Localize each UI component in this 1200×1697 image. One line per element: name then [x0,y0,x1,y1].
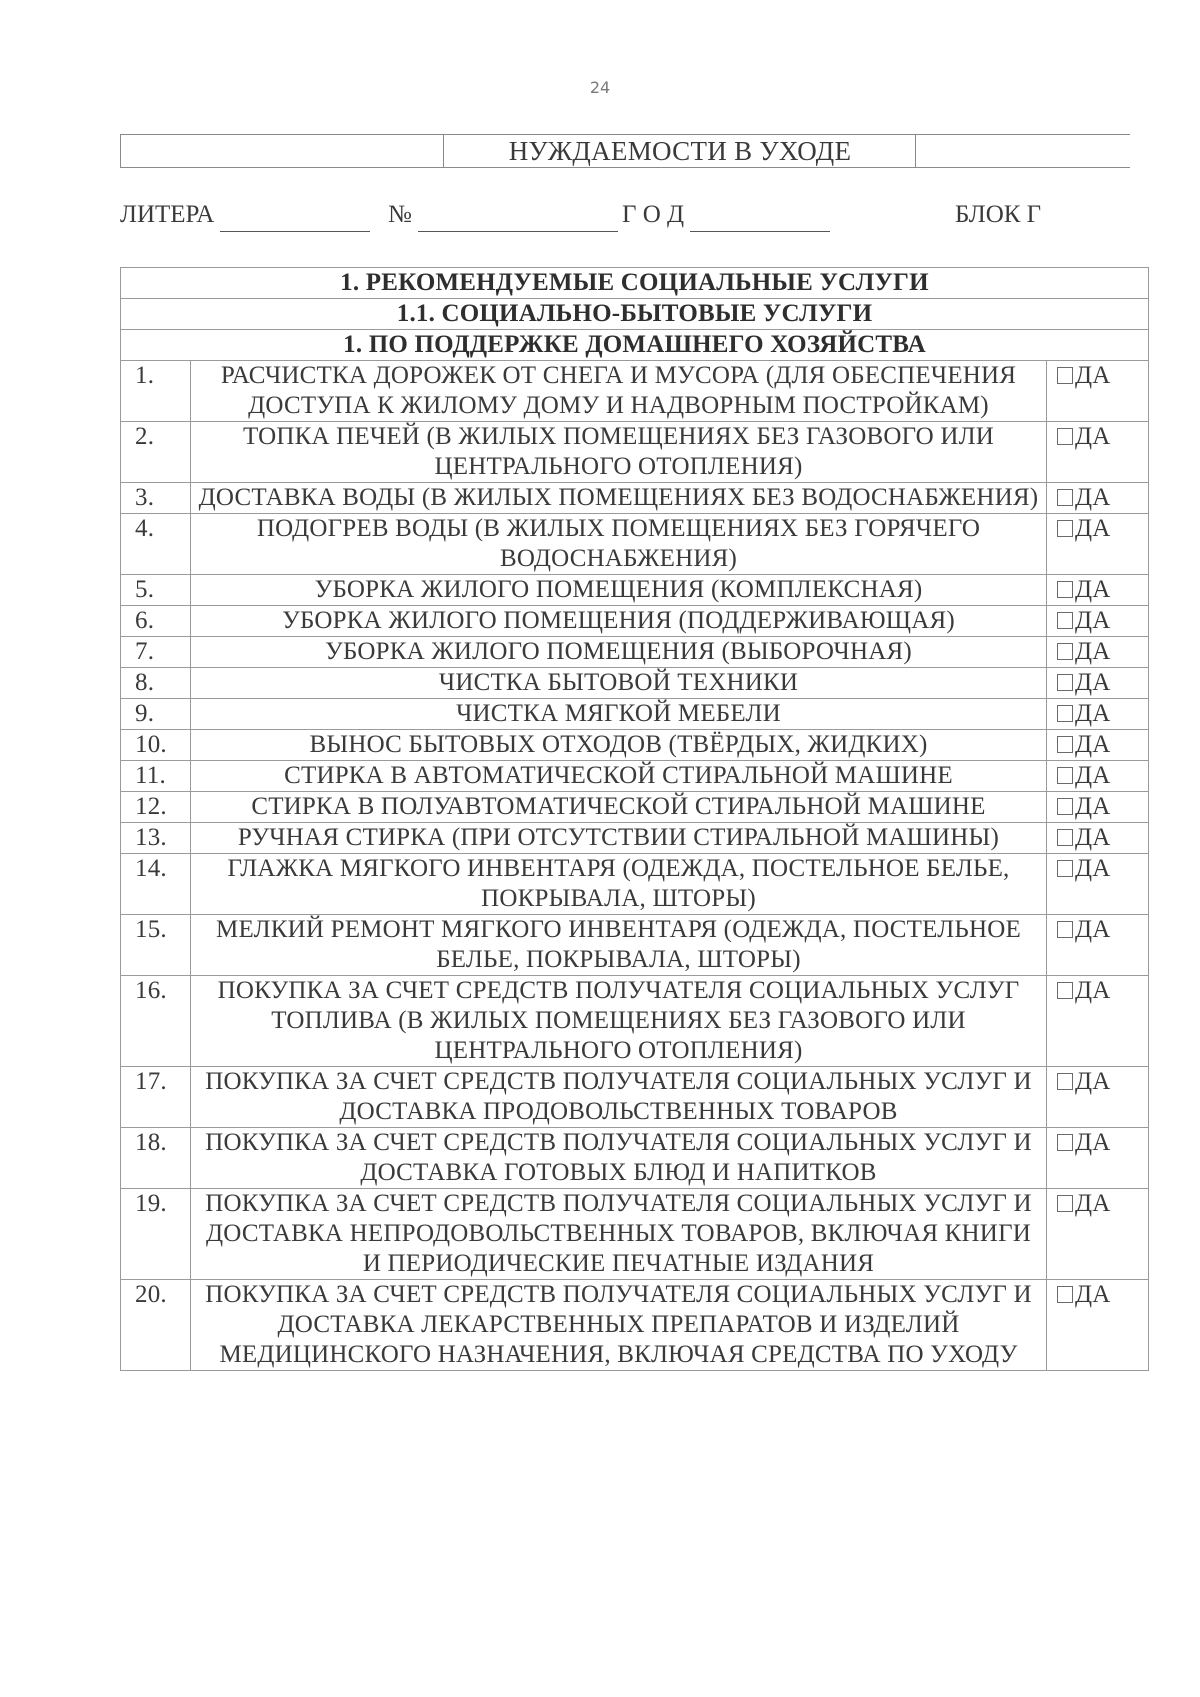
row-number: 19. [121,1189,191,1280]
service-description: ПОКУПКА ЗА СЧЕТ СРЕДСТВ ПОЛУЧАТЕЛЯ СОЦИАЛЬНЫХ УСЛУГ И ДОСТАВКА ЛЕКАРСТВЕННЫХ ПРЕПАРАТОВ И ИЗДЕЛИЙ МЕДИЦИНСКОГО НАЗНАЧЕНИЯ, ВКЛЮЧАЯ СРЕДСТВА ПО УХОДУ [191,1280,1047,1371]
yes-option[interactable] [1047,792,1149,823]
yes-label: ДА [1075,669,1111,696]
yes-checkbox[interactable] [1057,1286,1073,1303]
year-blank[interactable] [690,205,830,232]
table-row [121,730,1149,761]
table-row [121,854,1149,915]
number-label: № [388,201,412,228]
row-number: 16. [121,976,191,1067]
table-group-heading: 1. ПО ПОДДЕРЖКЕ ДОМАШНЕГО ХОЗЯЙСТВА [121,330,1149,361]
yes-option[interactable] [1047,637,1149,668]
table-row [121,1067,1149,1128]
yes-option[interactable] [1047,668,1149,699]
service-description: ПОКУПКА ЗА СЧЕТ СРЕДСТВ ПОЛУЧАТЕЛЯ СОЦИАЛЬНЫХ УСЛУГ И ДОСТАВКА ГОТОВЫХ БЛЮД И НАПИТКОВ [191,1128,1047,1189]
yes-label: ДА [1075,700,1111,727]
yes-checkbox[interactable] [1057,520,1073,537]
header-divider [915,135,916,167]
yes-label: ДА [1075,855,1111,882]
service-description: ЧИСТКА БЫТОВОЙ ТЕХНИКИ [191,668,1047,699]
identification-row [120,198,1130,232]
number-blank[interactable] [418,205,618,232]
table-row [121,792,1149,823]
yes-label: ДА [1075,731,1111,758]
row-number: 11. [121,761,191,792]
row-number: 2. [121,422,191,483]
yes-label: ДА [1075,1129,1111,1156]
yes-label: ДА [1075,1068,1111,1095]
service-description: УБОРКА ЖИЛОГО ПОМЕЩЕНИЯ (ПОДДЕРЖИВАЮЩАЯ) [191,606,1047,637]
yes-checkbox[interactable] [1057,921,1073,938]
service-description: ТОПКА ПЕЧЕЙ (В ЖИЛЫХ ПОМЕЩЕНИЯХ БЕЗ ГАЗОВОГО ИЛИ ЦЕНТРАЛЬНОГО ОТОПЛЕНИЯ) [191,422,1047,483]
row-number: 10. [121,730,191,761]
table-heading-row [121,268,1149,299]
service-description: СТИРКА В АВТОМАТИЧЕСКОЙ СТИРАЛЬНОЙ МАШИНЕ [191,761,1047,792]
yes-option[interactable] [1047,1067,1149,1128]
yes-checkbox[interactable] [1057,705,1073,722]
row-number: 9. [121,699,191,730]
year-field[interactable] [622,198,830,232]
table-row [121,575,1149,606]
table-row [121,699,1149,730]
row-number: 12. [121,792,191,823]
row-number: 17. [121,1067,191,1128]
yes-option[interactable] [1047,699,1149,730]
yes-label: ДА [1075,1190,1111,1217]
yes-checkbox[interactable] [1057,1134,1073,1151]
service-description: ПОКУПКА ЗА СЧЕТ СРЕДСТВ ПОЛУЧАТЕЛЯ СОЦИАЛЬНЫХ УСЛУГ И ДОСТАВКА НЕПРОДОВОЛЬСТВЕННЫХ ТОВАРОВ, ВКЛЮЧАЯ КНИГИ И ПЕРИОДИЧЕСКИЕ ПЕЧАТНЫЕ ИЗДАНИЯ [191,1189,1047,1280]
header-divider [443,135,444,167]
yes-checkbox[interactable] [1057,767,1073,784]
yes-checkbox[interactable] [1057,982,1073,999]
yes-option[interactable] [1047,361,1149,422]
yes-option[interactable] [1047,761,1149,792]
yes-checkbox[interactable] [1057,674,1073,691]
yes-checkbox[interactable] [1057,860,1073,877]
yes-option[interactable] [1047,1280,1149,1371]
table-row [121,483,1149,514]
yes-label: ДА [1075,1281,1111,1308]
yes-label: ДА [1075,362,1111,389]
table-row [121,915,1149,976]
yes-checkbox[interactable] [1057,428,1073,445]
row-number: 5. [121,575,191,606]
yes-option[interactable] [1047,854,1149,915]
yes-label: ДА [1075,793,1111,820]
row-number: 3. [121,483,191,514]
yes-checkbox[interactable] [1057,581,1073,598]
row-number: 13. [121,823,191,854]
litera-label: ЛИТЕРА [120,201,215,228]
yes-label: ДА [1075,423,1111,450]
row-number: 7. [121,637,191,668]
yes-option[interactable] [1047,823,1149,854]
yes-label: ДА [1075,515,1111,542]
row-number: 15. [121,915,191,976]
table-row [121,606,1149,637]
yes-option[interactable] [1047,483,1149,514]
yes-option[interactable] [1047,1128,1149,1189]
table-row [121,1280,1149,1371]
yes-checkbox[interactable] [1057,736,1073,753]
services-table [120,267,1149,1371]
row-number: 20. [121,1280,191,1371]
header-divider [120,135,121,167]
service-description: РУЧНАЯ СТИРКА (ПРИ ОТСУТСТВИИ СТИРАЛЬНОЙ МАШИНЫ) [191,823,1047,854]
service-description: ЧИСТКА МЯГКОЙ МЕБЕЛИ [191,699,1047,730]
yes-checkbox[interactable] [1057,643,1073,660]
table-row [121,514,1149,575]
yes-option[interactable] [1047,514,1149,575]
table-row [121,422,1149,483]
row-number: 8. [121,668,191,699]
yes-option[interactable] [1047,730,1149,761]
table-row [121,1128,1149,1189]
table-row [121,823,1149,854]
yes-option[interactable] [1047,606,1149,637]
yes-option[interactable] [1047,915,1149,976]
table-subheading: 1.1. СОЦИАЛЬНО-БЫТОВЫЕ УСЛУГИ [121,299,1149,330]
yes-checkbox[interactable] [1057,1195,1073,1212]
row-number: 18. [121,1128,191,1189]
service-description: ВЫНОС БЫТОВЫХ ОТХОДОВ (ТВЁРДЫХ, ЖИДКИХ) [191,730,1047,761]
header-title: НУЖДАЕМОСТИ В УХОДЕ [508,136,852,166]
yes-checkbox[interactable] [1057,829,1073,846]
service-description: УБОРКА ЖИЛОГО ПОМЕЩЕНИЯ (КОМПЛЕКСНАЯ) [191,575,1047,606]
yes-label: ДА [1075,576,1111,603]
row-number: 14. [121,854,191,915]
table-row [121,761,1149,792]
header-strip [120,134,1130,168]
yes-checkbox[interactable] [1057,489,1073,506]
block-label: БЛОК Г [955,201,1042,228]
yes-label: ДА [1075,638,1111,665]
service-description: УБОРКА ЖИЛОГО ПОМЕЩЕНИЯ (ВЫБОРОЧНАЯ) [191,637,1047,668]
number-field[interactable] [388,198,618,232]
year-label: Г О Д [622,201,685,228]
table-row [121,361,1149,422]
page-number: 24 [589,78,611,97]
service-description: МЕЛКИЙ РЕМОНТ МЯГКОГО ИНВЕНТАРЯ (ОДЕЖДА, ПОСТЕЛЬНОЕ БЕЛЬЕ, ПОКРЫВАЛА, ШТОРЫ) [191,915,1047,976]
yes-option[interactable] [1047,422,1149,483]
yes-label: ДА [1075,762,1111,789]
yes-label: ДА [1075,484,1111,511]
yes-label: ДА [1075,607,1111,634]
service-description: ГЛАЖКА МЯГКОГО ИНВЕНТАРЯ (ОДЕЖДА, ПОСТЕЛЬНОЕ БЕЛЬЕ, ПОКРЫВАЛА, ШТОРЫ) [191,854,1047,915]
yes-checkbox[interactable] [1057,798,1073,815]
row-number: 6. [121,606,191,637]
yes-checkbox[interactable] [1057,367,1073,384]
table-heading: 1. РЕКОМЕНДУЕМЫЕ СОЦИАЛЬНЫЕ УСЛУГИ [121,268,1149,299]
table-group-heading-row [121,330,1149,361]
service-description: ПОКУПКА ЗА СЧЕТ СРЕДСТВ ПОЛУЧАТЕЛЯ СОЦИАЛЬНЫХ УСЛУГ И ДОСТАВКА ПРОДОВОЛЬСТВЕННЫХ ТОВАРОВ [191,1067,1047,1128]
litera-field[interactable] [120,198,370,232]
yes-option[interactable] [1047,575,1149,606]
yes-option[interactable] [1047,976,1149,1067]
row-number: 1. [121,361,191,422]
service-description: ПОКУПКА ЗА СЧЕТ СРЕДСТВ ПОЛУЧАТЕЛЯ СОЦИАЛЬНЫХ УСЛУГ ТОПЛИВА (В ЖИЛЫХ ПОМЕЩЕНИЯХ БЕЗ ГАЗОВОГО ИЛИ ЦЕНТРАЛЬНОГО ОТОПЛЕНИЯ) [191,976,1047,1067]
table-row [121,1189,1149,1280]
yes-checkbox[interactable] [1057,1073,1073,1090]
table-row [121,668,1149,699]
service-description: ДОСТАВКА ВОДЫ (В ЖИЛЫХ ПОМЕЩЕНИЯХ БЕЗ ВОДОСНАБЖЕНИЯ) [191,483,1047,514]
service-description: СТИРКА В ПОЛУАВТОМАТИЧЕСКОЙ СТИРАЛЬНОЙ МАШИНЕ [191,792,1047,823]
yes-option[interactable] [1047,1189,1149,1280]
table-row [121,637,1149,668]
service-description: ПОДОГРЕВ ВОДЫ (В ЖИЛЫХ ПОМЕЩЕНИЯХ БЕЗ ГОРЯЧЕГО ВОДОСНАБЖЕНИЯ) [191,514,1047,575]
service-description: РАСЧИСТКА ДОРОЖЕК ОТ СНЕГА И МУСОРА (ДЛЯ ОБЕСПЕЧЕНИЯ ДОСТУПА К ЖИЛОМУ ДОМУ И НАДВОРНЫМ ПОСТРОЙКАМ) [191,361,1047,422]
litera-blank[interactable] [220,205,370,232]
table-subheading-row [121,299,1149,330]
row-number: 4. [121,514,191,575]
table-row [121,976,1149,1067]
yes-label: ДА [1075,824,1111,851]
yes-label: ДА [1075,916,1111,943]
yes-checkbox[interactable] [1057,612,1073,629]
yes-label: ДА [1075,977,1111,1004]
